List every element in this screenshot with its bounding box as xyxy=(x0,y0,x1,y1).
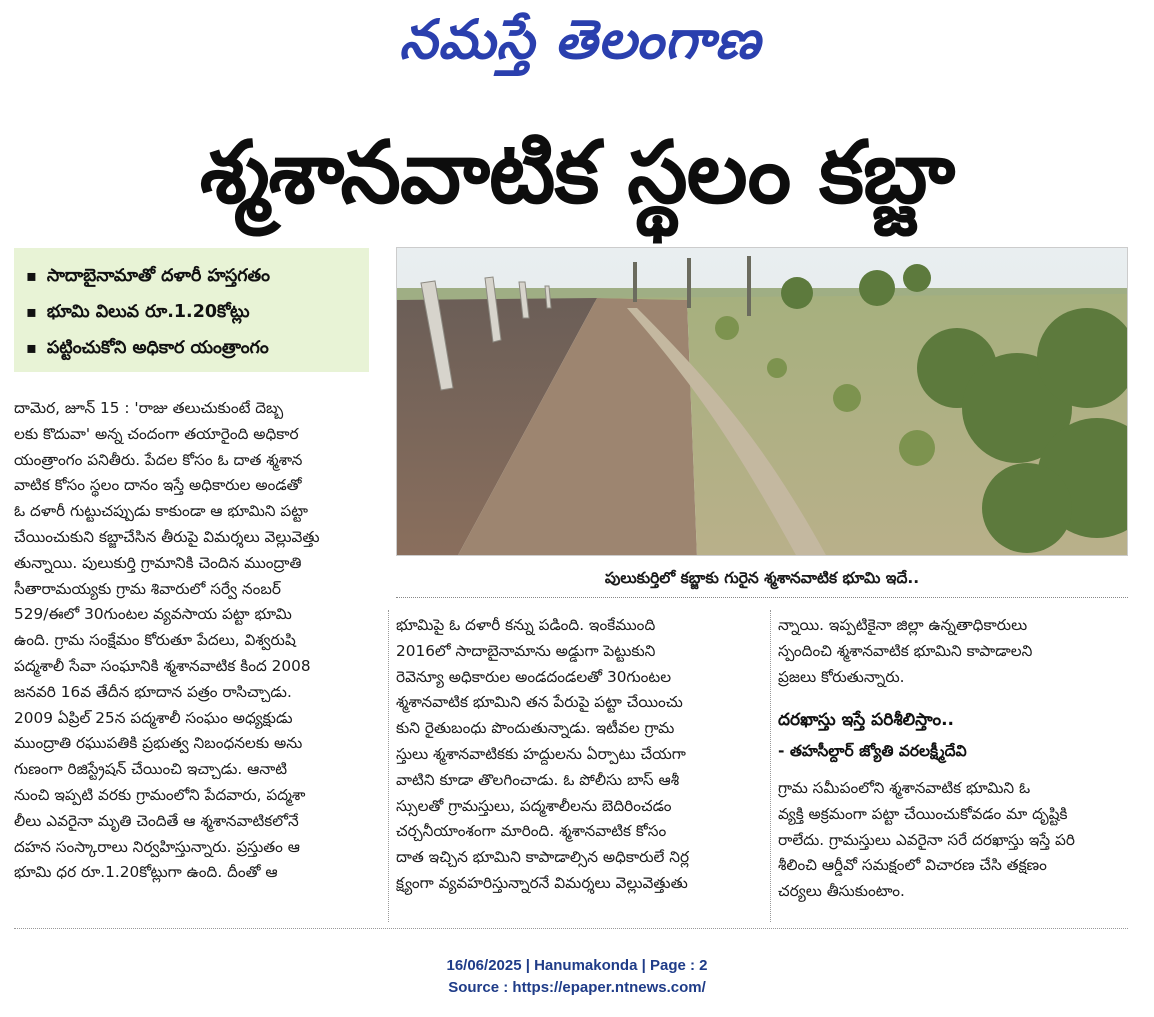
sub-heading-byline: - తహసీల్దార్ జ్యోతి వరలక్ష్మీదేవి xyxy=(778,742,967,760)
text-line: వాటిక కోసం స్థలం దానం ఇస్తే అధికారుల అండతో xyxy=(14,476,302,495)
text-line: లీలు ఎవరైనా మృతి చెందితే ఆ శ్మశానవాటికలోనే xyxy=(14,811,299,830)
text-line: తున్నాయి. పులుకుర్తి గ్రామానికి చెందిన ముంద్రాతి xyxy=(14,553,302,572)
text-line: గ్రామ సమీపంలోని శ్మశానవాటిక భూమిని ఓ xyxy=(778,779,1031,797)
footer-date-line: 16/06/2025 | Hanumakonda | Page : 2 xyxy=(446,957,708,974)
text-line: రాలేదు. గ్రామస్తులు ఎవరైనా సరే దరఖాస్తు ఇస్తే పరి xyxy=(778,830,1075,849)
text-line: క్ష్యంగా వ్యవహరిస్తున్నారనే విమర్శలు వెల్లువెత్తుతు xyxy=(396,873,688,892)
text-line: 2016లో సాదాబైనామాను అడ్డుగా పెట్టుకుని xyxy=(396,641,656,660)
caption-divider xyxy=(396,597,1128,598)
text-line: ఉంది. గ్రామ సంక్షేమం కోరుతూ పేదలు, విశ్వరుషి xyxy=(14,631,296,650)
text-line: స్సులతో గ్రామస్తులు, పద్మశాలీలను బెదిరించడం xyxy=(396,796,672,815)
text-line: శ్మశానవాటిక భూమిని తన పేరుపై పట్టా చేయించు xyxy=(396,693,683,712)
text-line: శీలించి ఆర్డీవో సమక్షంలో విచారణ చేసి తక్షణం xyxy=(778,856,1047,875)
text-line: లకు కొదువా' అన్న చందంగా తయారైంది అధికార xyxy=(14,424,299,443)
article-column-1 xyxy=(14,396,380,886)
sub-heading: దరఖాస్తు ఇస్తే పరిశీలిస్తాం.. xyxy=(778,710,955,730)
highlight-item: ▪ సాదాబైనామాతో దళారీ హస్తగతం xyxy=(26,258,359,294)
text-line: భూమి ధర రూ.1.20కోట్లుగా ఉంది. దీంతో ఆ xyxy=(14,863,278,882)
text-line: దామెర, జూన్ 15 : 'రాజు తలుచుకుంటే దెబ్బ xyxy=(14,399,284,417)
text-line: చర్యలు తీసుకుంటాం. xyxy=(778,882,905,901)
article-headline: శ్మశానవాటిక స్థలం కబ్జా xyxy=(199,123,955,223)
highlights-box xyxy=(14,248,369,372)
column-divider xyxy=(770,610,771,922)
column-divider xyxy=(388,610,389,922)
field-photo-illustration xyxy=(397,248,1128,556)
text-line: రెవెన్యూ అధికారుల అండదండలతో 30గుంటల xyxy=(396,667,672,686)
text-line: ముంద్రాతి రఘుపతికి ప్రభుత్వ నిబంధనలకు అను xyxy=(14,734,303,753)
text-line: 2009 ఏప్రిల్ 25న పద్మశాలీ సంఘం అధ్యక్షుడు xyxy=(14,708,293,727)
photo-caption: పులుకుర్తిలో కబ్జాకు గురైన శ్మశానవాటిక భూమి ఇదే.. xyxy=(604,569,920,587)
article-column-3-quote xyxy=(778,776,1132,905)
text-line: నుంచి ఇప్పటి వరకు గ్రామంలోని పేదవారు, పద్మశా xyxy=(14,785,306,804)
text-line: దహన సంస్కారాలు నిర్వహిస్తున్నారు. ప్రస్తుతం ఆ xyxy=(14,837,300,856)
text-line: జనవరి 16వ తేదీన భూదాన పత్రం రాసిచ్చాడు. xyxy=(14,682,292,701)
text-line: ఓ దళారీ గుట్టుచప్పుడు కాకుండా ఆ భూమిని పట్టా xyxy=(14,502,308,521)
text-line: స్తులు శ్మశానవాటికకు హద్దులను ఏర్పాటు చేయగా xyxy=(396,744,686,763)
text-line: చర్చనీయాంశంగా మారింది. శ్మశానవాటిక కోసం xyxy=(396,822,667,841)
text-line: 529/ఈలో 30గుంటల వ్యవసాయ పట్టా భూమి xyxy=(14,605,292,624)
text-line: దాత ఇచ్చిన భూమిని కాపాడాల్సిన అధికారులే నిర్ల xyxy=(396,848,690,867)
newspaper-masthead: నమస్తే తెలంగాణ xyxy=(399,7,761,71)
article-photo xyxy=(396,247,1128,556)
text-line: వాటిని కూడా తొలగించాడు. ఓ పోలీసు బాస్ ఆశీ xyxy=(396,770,680,789)
footer-source-line[interactable]: Source : https://epaper.ntnews.com/ xyxy=(448,979,706,996)
text-line: వ్యక్తి అక్రమంగా పట్టా చేయించుకోవడం మా దృష్టికి xyxy=(778,804,1068,823)
text-line: భూమిపై ఓ దళారీ కన్ను పడింది. ఇంకేముంది xyxy=(396,616,656,634)
text-line: కుని రైతుబంధు పొందుతున్నాడు. ఇటీవల గ్రామ xyxy=(396,719,675,738)
text-line: పద్మశాలీ సేవా సంఘానికి శ్మశానవాటిక కింద 2008 xyxy=(14,656,311,675)
article-column-3 xyxy=(778,613,1132,690)
highlight-item: ▪ భూమి విలువ రూ.1.20కోట్లు xyxy=(26,294,359,330)
text-line: ప్రజలు కోరుతున్నారు. xyxy=(778,667,905,686)
text-line: స్పందించి శ్మశానవాటిక భూమిని కాపాడాలని xyxy=(778,641,1033,660)
highlight-item: ▪ పట్టించుకోని అధికార యంత్రాంగం xyxy=(26,330,359,366)
text-line: గుణంగా రిజిస్ట్రేషన్ చేయించి ఇచ్చాడు. ఆనాటి xyxy=(14,760,288,779)
text-line: న్నాయి. ఇప్పటికైనా జిల్లా ఉన్నతాధికారులు xyxy=(778,616,1028,634)
text-line: చేయించుకుని కబ్జాచేసిన తీరుపై విమర్శలు వెల్లువెత్తు xyxy=(14,527,320,546)
page-bottom-rule xyxy=(14,928,1128,929)
article-column-2 xyxy=(396,613,762,897)
text-line: సీతారామయ్యకు గ్రామ శివారులో సర్వే నంబర్ xyxy=(14,579,281,598)
text-line: యంత్రాంగం పనితీరు. పేదల కోసం ఓ దాత శ్మశాన xyxy=(14,450,303,469)
